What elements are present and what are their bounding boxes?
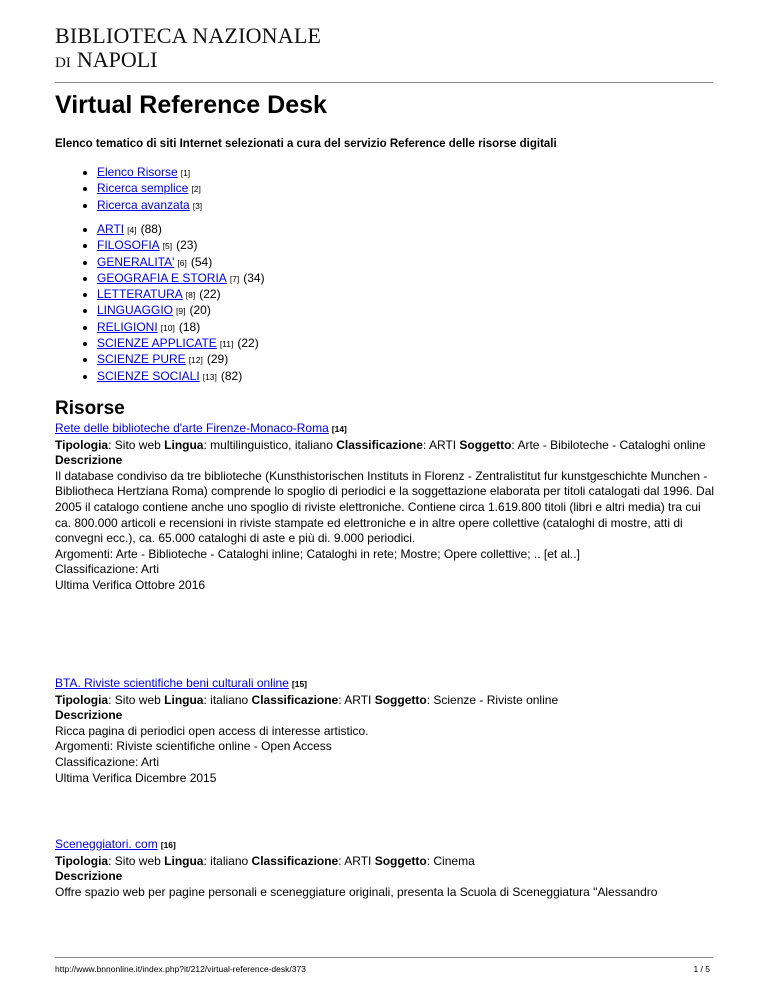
- nav-link-ricerca-avanzata[interactable]: Ricerca avanzata: [97, 197, 190, 212]
- category-link-arti[interactable]: ARTI: [97, 222, 125, 236]
- category-ref: [7]: [229, 273, 240, 284]
- nav-item: [97, 181, 202, 197]
- resource-classification: Classificazione: Arti: [55, 754, 160, 769]
- category-ref: [13]: [202, 371, 217, 382]
- description-label: Descrizione: [55, 708, 123, 723]
- category-list: [55, 222, 265, 385]
- category-link-filosofia[interactable]: FILOSOFIA: [97, 238, 160, 253]
- category-count: (34): [243, 270, 265, 285]
- resource-ref: [15]: [291, 679, 308, 689]
- category-link-linguaggio[interactable]: LINGUAGGIO: [97, 303, 174, 318]
- resource-title-link[interactable]: BTA. Riviste scientifiche beni culturali online: [55, 676, 289, 690]
- footer-divider: [55, 957, 713, 958]
- resource-description: Ricca pagina di periodici open access di interesse artistico.: [55, 723, 369, 738]
- description-label: Descrizione: [55, 869, 123, 884]
- resource-ref: [14]: [331, 424, 347, 434]
- category-link-scienze-sociali[interactable]: SCIENZE SOCIALI: [97, 368, 200, 383]
- resource-title-link[interactable]: Sceneggiatori. com: [55, 837, 158, 851]
- nav-link-ricerca-semplice[interactable]: Ricerca semplice: [97, 181, 189, 196]
- resource-meta: Tipologia: Sito web Lingua: italiano Classificazione: ARTI Soggetto: Scienze - Riviste online: [55, 692, 559, 707]
- section-title-risorse: Risorse: [55, 398, 125, 419]
- library-logo: [55, 24, 321, 75]
- category-item: [97, 303, 265, 319]
- header-divider: [55, 82, 713, 83]
- category-item: [97, 369, 265, 385]
- nav-item: [97, 198, 202, 214]
- resource-entry: [55, 676, 720, 786]
- logo-di: DI: [55, 55, 71, 71]
- nav-list: [55, 165, 202, 214]
- category-ref: [6]: [177, 257, 187, 268]
- category-count: (18): [178, 319, 201, 334]
- resource-title-link[interactable]: Rete delle biblioteche d'arte Firenze-Monaco-Roma: [55, 421, 329, 435]
- category-count: (54): [190, 254, 213, 269]
- resource-meta: Tipologia: Sito web Lingua: multilinguistico, italiano Classificazione: ARTI Soggetto: Arte - Bibiloteche - Cataloghi online: [55, 437, 706, 452]
- category-item: [97, 320, 265, 336]
- category-count: (23): [176, 238, 198, 253]
- page-number: 1 / 5: [693, 964, 710, 974]
- category-ref: [4]: [127, 225, 137, 235]
- resource-last-check: Ultima Verifica Dicembre 2015: [55, 770, 217, 785]
- nav-ref: [1]: [180, 168, 191, 178]
- page-subtitle: Elenco tematico di siti Internet selezionati a cura del servizio Reference delle risorse digitali: [55, 138, 557, 150]
- description-label: Descrizione: [55, 453, 123, 468]
- nav-item: [97, 165, 202, 181]
- category-item: [97, 271, 265, 287]
- category-count: (22): [237, 336, 259, 351]
- nav-ref: [2]: [191, 184, 201, 195]
- category-ref: [10]: [160, 322, 175, 333]
- category-item: [97, 336, 265, 352]
- category-ref: [5]: [162, 241, 173, 252]
- nav-ref: [3]: [192, 200, 203, 211]
- category-item: [97, 352, 265, 368]
- category-count: (22): [199, 287, 221, 302]
- logo-line-2: [55, 48, 321, 75]
- category-link-scienze-pure[interactable]: SCIENZE PURE: [97, 352, 186, 367]
- page-title: Virtual Reference Desk: [55, 91, 327, 119]
- category-link-generalita[interactable]: GENERALITA': [97, 254, 175, 269]
- resource-topics: Argomenti: Riviste scientifiche online - Open Access: [55, 739, 332, 754]
- category-link-geografia-e-storia[interactable]: GEOGRAFIA E STORIA: [97, 270, 227, 285]
- category-ref: [11]: [219, 339, 234, 350]
- resource-entry: [55, 421, 720, 594]
- category-link-letteratura[interactable]: LETTERATURA: [97, 287, 183, 302]
- category-link-scienze-applicate[interactable]: SCIENZE APPLICATE: [97, 336, 217, 351]
- resource-entry: [55, 837, 720, 900]
- category-item: [97, 255, 265, 271]
- category-item: [97, 287, 265, 303]
- category-ref: [8]: [185, 290, 196, 301]
- resource-description: Il database condiviso da tre biblioteche (Kunsthistorischen Instituts in Florenz - Zentralistitut fur kunstgeschichte Munchen - Bibliotheca Hertziana Roma) comprende lo spoglio di periodici e la soggettazione elaborata per titoli catalogati dal 1996. Dal 2005 il catalogo contiene anche uno spoglio di riviste elettroniche. Contiene circa 1.619.800 titoli (libri e altri media) tra cui ca. 800.000 articoli e recensioni in riviste stampate ed elettroniche e in altre opere collettive (cataloghi di mostre, atti di convegni ecc.), ca. 65.000 cataloghi di aste e più di. 9.000 periodici.: [55, 468, 715, 546]
- category-count: (29): [206, 352, 229, 367]
- logo-napoli: NAPOLI: [76, 47, 158, 72]
- category-link-religioni[interactable]: RELIGIONI: [97, 319, 158, 334]
- category-ref: [9]: [176, 306, 186, 317]
- nav-link-elenco-risorse[interactable]: Elenco Risorse: [97, 165, 178, 179]
- resource-description: Offre spazio web per pagine personali e sceneggiature originali, presenta la Scuola di Sceneggiatura "Alessandro: [55, 884, 658, 899]
- category-item: [97, 222, 265, 238]
- logo-line-1: BIBLIOTECA NAZIONALE: [55, 23, 322, 48]
- resource-ref: [16]: [160, 840, 176, 850]
- resource-topics: Argomenti: Arte - Biblioteche - Cataloghi inline; Cataloghi in rete; Mostre; Opere collettive; .. [et al..]: [55, 546, 580, 561]
- footer-url: http://www.bnnonline.it/index.php?it/212/virtual-reference-desk/373: [55, 964, 306, 974]
- resource-meta: Tipologia: Sito web Lingua: italiano Classificazione: ARTI Soggetto: Cinema: [55, 853, 475, 868]
- resource-classification: Classificazione: Arti: [55, 562, 160, 577]
- category-count: (88): [140, 222, 162, 236]
- category-count: (82): [220, 368, 243, 383]
- category-count: (20): [189, 303, 211, 318]
- category-ref: [12]: [188, 355, 203, 366]
- resource-last-check: Ultima Verifica Ottobre 2016: [55, 577, 206, 592]
- category-item: [97, 238, 265, 254]
